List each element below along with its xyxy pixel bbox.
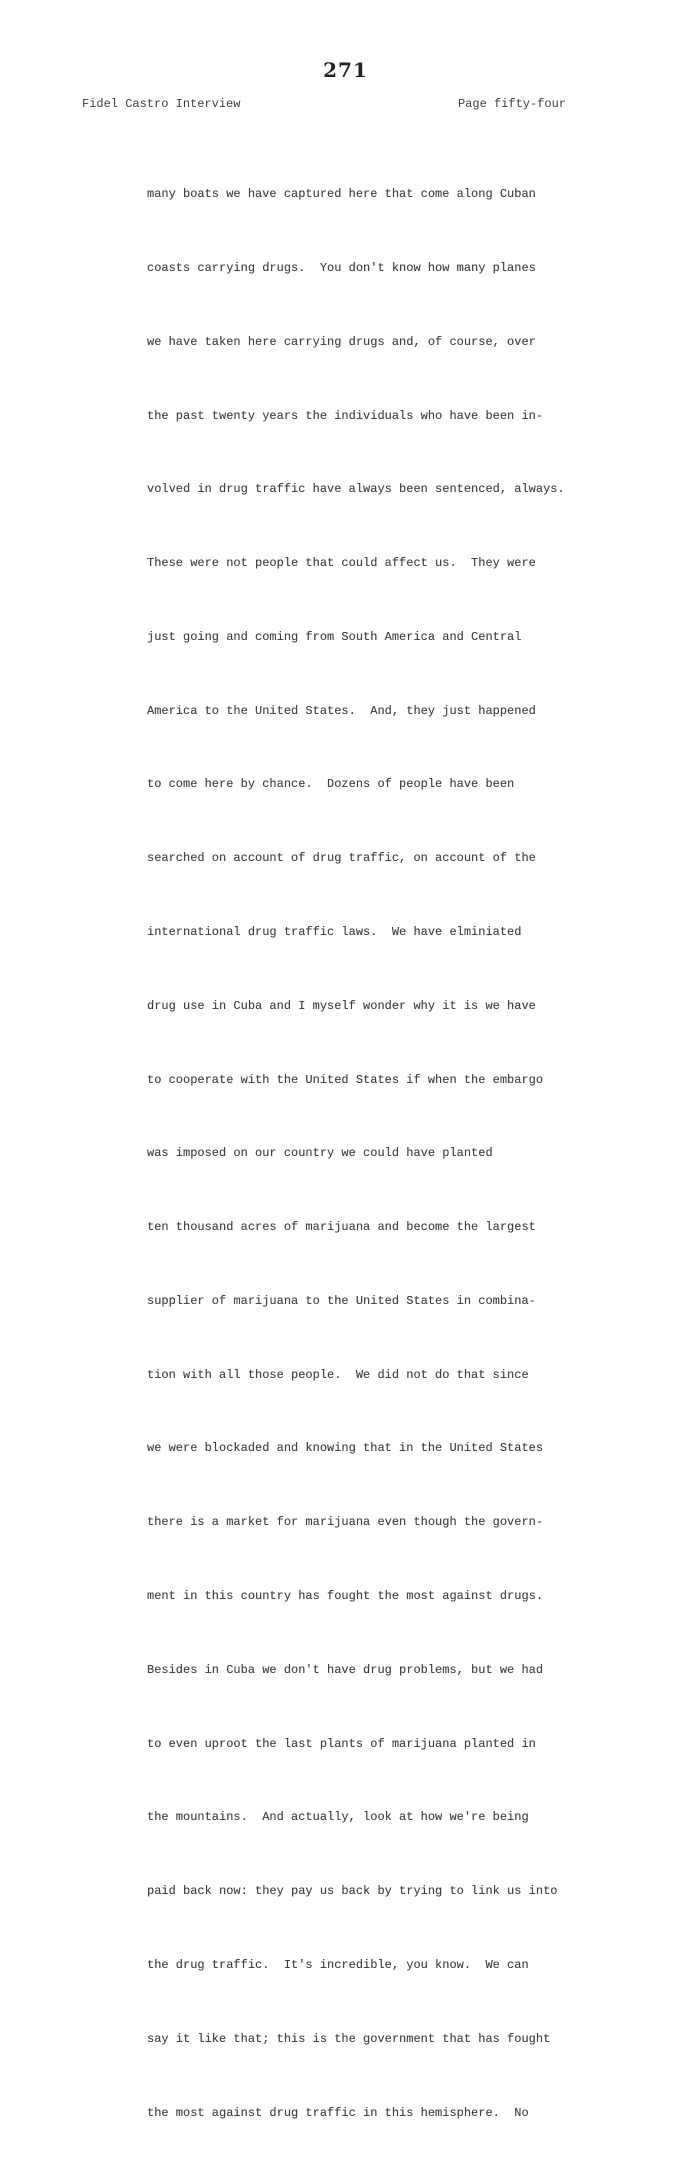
body-line: say it like that; this is the government that has fought bbox=[147, 2031, 551, 2046]
body-line: These were not people that could affect us. They were bbox=[147, 556, 536, 571]
body-line: many boats we have captured here that come along Cuban bbox=[147, 187, 536, 202]
body-line: we have taken here carrying drugs and, of course, over bbox=[147, 334, 536, 349]
page-number: 271 bbox=[323, 58, 368, 82]
body-line: the past twenty years the individuals who have been in- bbox=[147, 408, 544, 423]
body-line: to come here by chance. Dozens of people have been bbox=[147, 777, 515, 792]
body-line: we were blockaded and knowing that in the United States bbox=[147, 1441, 544, 1456]
body-line: paid back now: they pay us back by trying to link us into bbox=[147, 1884, 558, 1899]
body-line: just going and coming from South America and Central bbox=[147, 629, 522, 644]
body-line: the most against drug traffic in this hemisphere. No bbox=[147, 2105, 529, 2120]
header-title: Fidel Castro Interview bbox=[82, 97, 241, 111]
transcript-body bbox=[147, 133, 587, 2174]
body-line: ment in this country has fought the most against drugs. bbox=[147, 1589, 544, 1604]
body-line: drug use in Cuba and I myself wonder why it is we have bbox=[147, 998, 536, 1013]
body-line: volved in drug traffic have always been sentenced, always. bbox=[147, 482, 565, 497]
body-line: Besides in Cuba we don't have drug problems, but we had bbox=[147, 1662, 544, 1677]
body-line: coasts carrying drugs. You don't know how many planes bbox=[147, 260, 536, 275]
body-line: the drug traffic. It's incredible, you know. We can bbox=[147, 1957, 529, 1972]
body-line: searched on account of drug traffic, on account of the bbox=[147, 851, 536, 866]
body-line: supplier of marijuana to the United States in combina- bbox=[147, 1293, 536, 1308]
header-page-label: Page fifty-four bbox=[457, 97, 566, 111]
body-line: was imposed on our country we could have planted bbox=[147, 1146, 493, 1161]
body-line: international drug traffic laws. We have elminiated bbox=[147, 925, 522, 939]
body-line: to even uproot the last plants of marijuana planted in bbox=[147, 1736, 536, 1751]
body-line: ten thousand acres of marijuana and become the largest bbox=[147, 1220, 536, 1235]
body-line: there is a market for marijuana even though the govern- bbox=[147, 1515, 544, 1530]
body-line: the mountains. And actually, look at how we're being bbox=[147, 1810, 529, 1825]
page-header bbox=[82, 97, 566, 111]
body-line: to cooperate with the United States if when the embargo bbox=[147, 1072, 544, 1087]
body-line: tion with all those people. We did not do that since bbox=[147, 1367, 529, 1382]
body-line: America to the United States. And, they just happened bbox=[147, 703, 536, 718]
